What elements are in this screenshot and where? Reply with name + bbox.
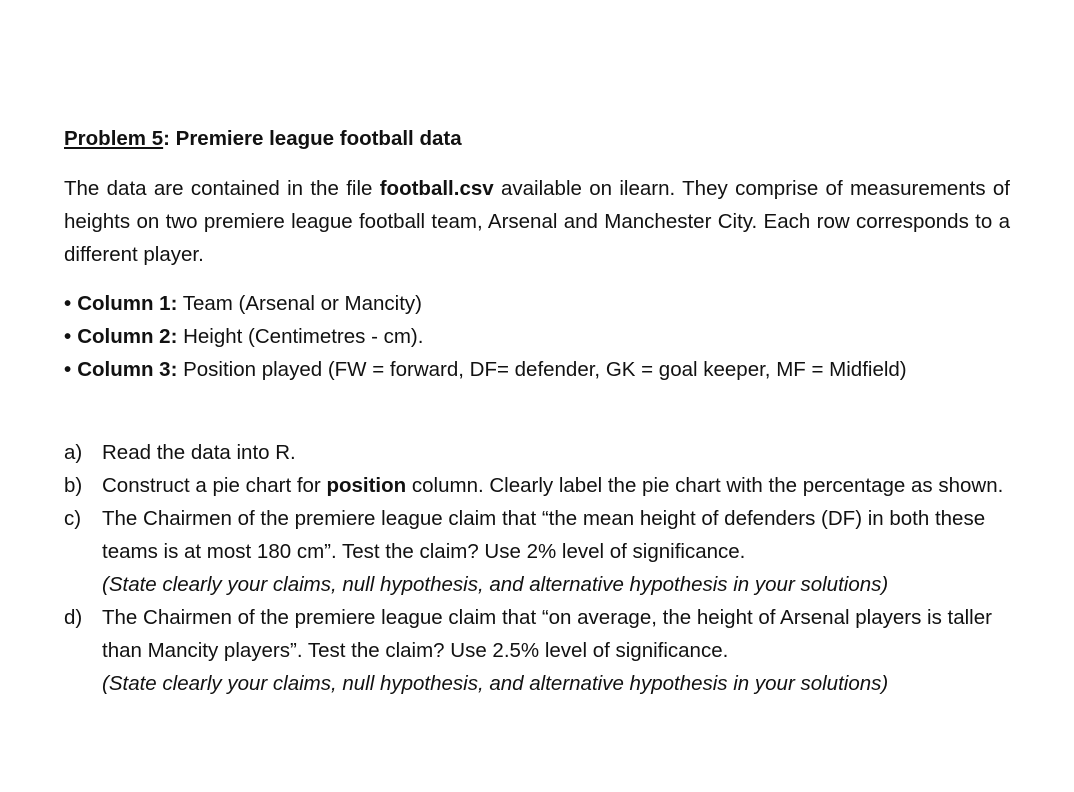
- bullet-icon: •: [64, 325, 72, 348]
- column-item: [64, 353, 1010, 386]
- column-item: [64, 287, 1010, 320]
- column-list: [64, 287, 1010, 386]
- problem-heading: Premiere league football data: [169, 127, 462, 150]
- intro-paragraph: [64, 172, 1010, 271]
- problem-number: Problem 5: [64, 127, 164, 150]
- bullet-icon: •: [64, 358, 72, 381]
- question-note: (State clearly your claims, null hypothesis, and alternative hypothesis in your solutions): [102, 573, 889, 596]
- question-marker: b): [64, 474, 83, 497]
- question-a: [64, 436, 1010, 469]
- problem-title: [64, 122, 1010, 155]
- intro-text-start: The data are contained in the file: [64, 177, 380, 200]
- question-note: (State clearly your claims, null hypothesis, and alternative hypothesis in your solutions): [102, 672, 889, 695]
- column-description: Team (Arsenal or Mancity): [177, 292, 422, 315]
- question-marker: a): [64, 441, 83, 464]
- column-label: Column 1:: [77, 292, 178, 315]
- file-name: football.csv: [379, 177, 494, 200]
- question-marker: c): [64, 507, 82, 530]
- title-colon: :: [163, 127, 170, 150]
- question-text: The Chairmen of the premiere league claim that “on average, the height of Arsenal players is taller than Mancity players”. Test the claim? Use 2.5% level of significance.: [102, 606, 992, 662]
- question-c: [64, 502, 1010, 601]
- question-text: column. Clearly label the pie chart with the percentage as shown.: [406, 474, 1004, 497]
- intro-text-end: available on ilearn. They comprise of measurements of heights on two premiere league football team, Arsenal and Manchester City. Each row corresponds to a different player.: [64, 177, 1010, 266]
- bullet-icon: •: [64, 292, 72, 315]
- column-description: Height (Centimetres - cm).: [177, 325, 424, 348]
- question-text: Construct a pie chart for: [102, 474, 327, 497]
- question-list: [64, 436, 1010, 700]
- column-item: [64, 320, 1010, 353]
- question-b: [64, 469, 1010, 502]
- question-marker: d): [64, 606, 83, 629]
- column-description: Position played (FW = forward, DF= defender, GK = goal keeper, MF = Midfield): [177, 358, 907, 381]
- document-page: [64, 122, 1010, 700]
- question-text: Read the data into R.: [102, 441, 296, 464]
- question-text: The Chairmen of the premiere league claim that “the mean height of defenders (DF) in both these teams is at most 180 cm”. Test the claim? Use 2% level of significance.: [102, 507, 986, 563]
- column-label: Column 3:: [77, 358, 178, 381]
- question-keyword: position: [326, 474, 407, 497]
- question-d: [64, 601, 1010, 700]
- column-label: Column 2:: [77, 325, 178, 348]
